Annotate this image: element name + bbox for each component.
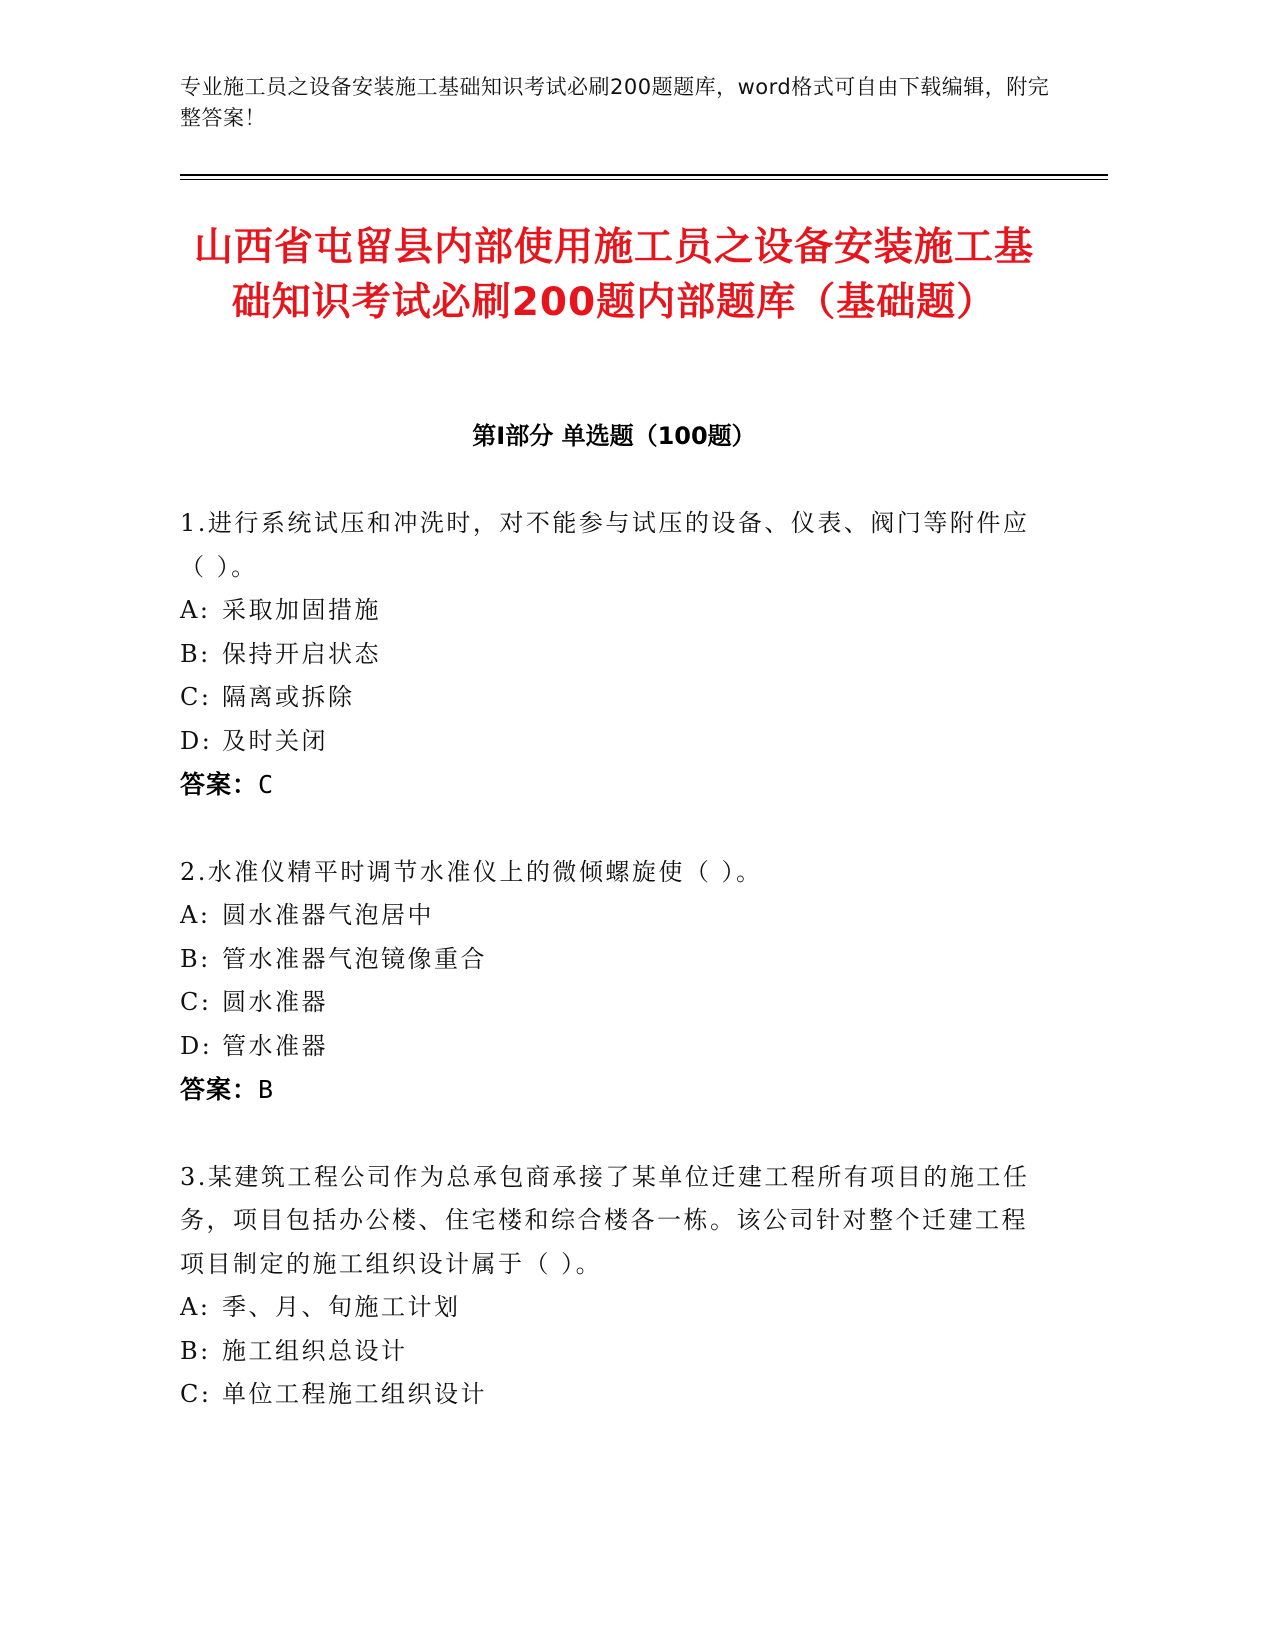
option-text: 圆水准器	[222, 988, 328, 1016]
option-key: A:	[180, 596, 211, 624]
option-key: A:	[180, 1293, 211, 1321]
option-b	[180, 1330, 1040, 1374]
document-title: 山西省屯留县内部使用施工员之设备安装施工基础知识考试必刷200题内部题库（基础题）	[193, 225, 1034, 325]
option-text: 单位工程施工组织设计	[222, 1380, 487, 1408]
question-2	[180, 851, 1040, 1112]
option-text: 管水准器气泡镜像重合	[222, 944, 487, 973]
question-1	[180, 502, 1040, 807]
option-b	[180, 633, 1040, 677]
option-text: 隔离或拆除	[222, 683, 355, 711]
question-stem: 3.某建筑工程公司作为总承包商承接了某单位迁建工程所有项目的施工任务，项目包括办公楼、住宅楼和综合楼各一栋。该公司针对整个迁建工程项目制定的施工组织设计属于（ ）。	[180, 1162, 1030, 1278]
answer-value: C	[258, 770, 275, 799]
option-c	[180, 676, 1040, 720]
option-text: 圆水准器气泡居中	[222, 901, 434, 929]
option-text: 季、月、旬施工计划	[222, 1293, 461, 1321]
option-key: C:	[180, 683, 212, 711]
option-key: B:	[180, 1336, 211, 1365]
option-c	[180, 981, 1040, 1025]
option-a	[180, 589, 1040, 633]
option-text: 采取加固措施	[222, 596, 381, 624]
header-divider-thin	[180, 179, 1108, 180]
option-a	[180, 1286, 1040, 1330]
option-text: 及时关闭	[222, 726, 328, 755]
header-note: 专业施工员之设备安装施工基础知识考试必刷200题题库，word格式可自由下载编辑，附完整答案！	[180, 75, 1050, 130]
question-stem: 2.水准仪精平时调节水准仪上的微倾螺旋使（ ）。	[180, 857, 763, 886]
answer-line	[180, 1068, 1040, 1112]
option-b	[180, 938, 1040, 982]
option-text: 施工组织总设计	[222, 1336, 408, 1365]
option-key: B:	[180, 944, 211, 973]
option-text: 保持开启状态	[222, 639, 381, 668]
option-key: D:	[180, 726, 213, 755]
option-key: C:	[180, 988, 212, 1016]
answer-value: B	[258, 1075, 275, 1104]
option-key: C:	[180, 1380, 212, 1408]
question-stem: 1.进行系统试压和冲洗时，对不能参与试压的设备、仪表、阀门等附件应（ ）。	[180, 509, 1030, 581]
answer-line	[180, 763, 1040, 807]
option-a	[180, 894, 1040, 938]
section-title: 第Ⅰ部分 单选题（100题）	[472, 422, 756, 450]
header-divider-thick	[180, 174, 1108, 176]
answer-label: 答案：	[180, 770, 259, 799]
option-text: 管水准器	[222, 1031, 328, 1060]
question-3	[180, 1156, 1040, 1417]
option-key: B:	[180, 639, 211, 668]
option-key: D:	[180, 1031, 213, 1060]
option-key: A:	[180, 901, 211, 929]
answer-label: 答案：	[180, 1075, 259, 1104]
option-c	[180, 1373, 1040, 1417]
option-d	[180, 1025, 1040, 1069]
question-list	[180, 502, 1040, 1461]
option-d	[180, 720, 1040, 764]
